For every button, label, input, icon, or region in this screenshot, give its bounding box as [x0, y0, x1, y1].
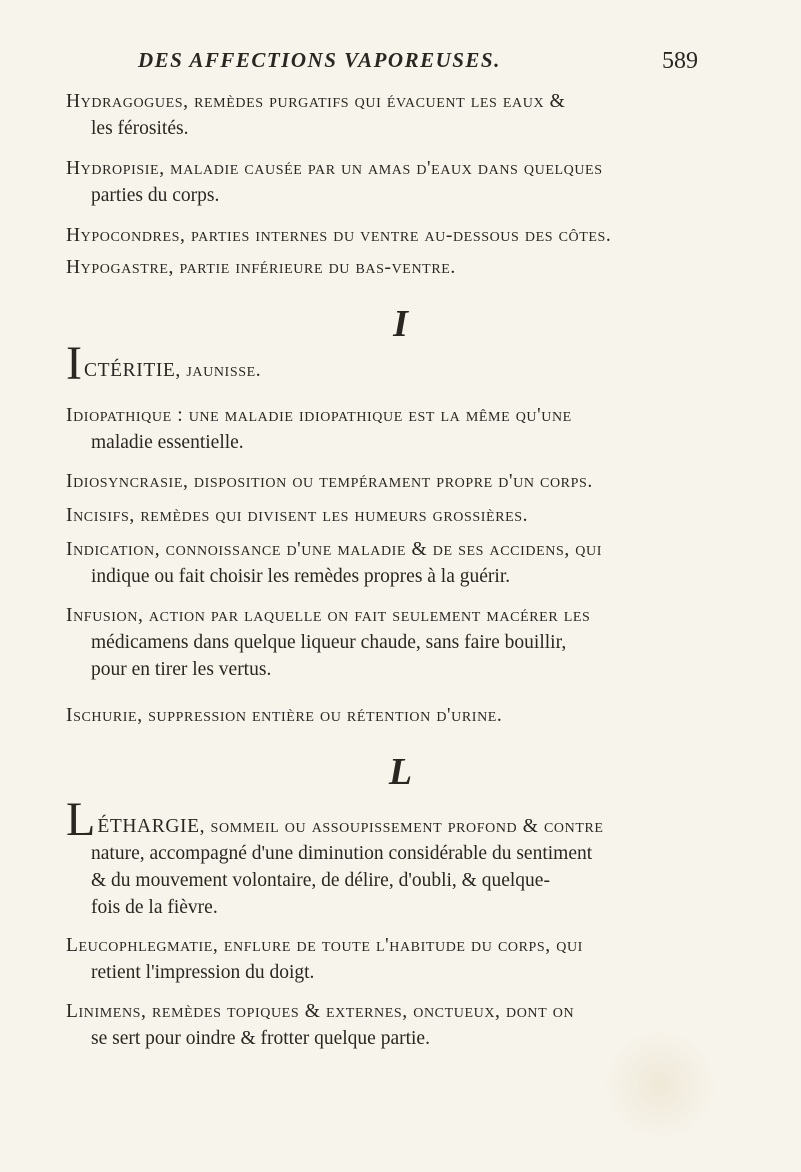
entry-hypogastre — [66, 254, 766, 281]
running-title: DES AFFECTIONS VAPOREUSES. — [138, 48, 501, 72]
entry-idiosyncrasie — [66, 468, 766, 495]
paper-stain — [600, 1030, 720, 1140]
entry-line: indique ou fait choisir les remèdes propres à la guérir. — [91, 566, 511, 587]
entry-line: parties du corps. — [91, 185, 220, 206]
entry-incisifs — [66, 502, 766, 529]
page-number: 589 — [662, 48, 698, 74]
entry-line: Leucophlegmatie, enflure de toute l'habitude du corps, qui — [66, 935, 583, 956]
dropcap: L — [66, 793, 96, 846]
entry-line: fois de la fièvre. — [91, 897, 218, 918]
entry-line: Hydropisie, maladie causée par un amas d'eaux dans quelques — [66, 158, 603, 179]
entry-line: Linimens, remèdes topiques & externes, onctueux, dont on — [66, 1001, 575, 1022]
entry-ischurie — [66, 702, 766, 729]
entry-line: se sert pour oindre & frotter quelque partie. — [91, 1028, 430, 1049]
entry-hydropisie — [66, 155, 766, 209]
entry-idiopathique — [66, 402, 766, 456]
entry-line: maladie essentielle. — [91, 432, 244, 453]
entry-hypocondres — [66, 222, 766, 249]
entry-leucophlegmatie — [66, 932, 766, 986]
entry-hydragogues — [66, 88, 766, 142]
dropcap: I — [66, 337, 82, 390]
entry-line: Infusion, action par laquelle on fait seulement macérer les — [66, 605, 591, 626]
entry-line: Hydragogues, remèdes purgatifs qui évacuent les eaux & — [66, 91, 566, 112]
section-letter-l: L — [388, 751, 413, 793]
entry-indication — [66, 536, 766, 590]
entry-line: pour en tirer les vertus. — [91, 659, 272, 680]
entry-line: Indication, connoissance d'une maladie & de ses accidens, qui — [66, 539, 602, 560]
entry-line: Ischurie, suppression entière ou rétention d'urine. — [66, 705, 503, 726]
entry-line: Hypocondres, parties internes du ventre au-dessous des côtes. — [66, 225, 612, 246]
entry-line: retient l'impression du doigt. — [91, 962, 315, 983]
entry-infusion — [66, 602, 766, 683]
entry-line: nature, accompagné d'une diminution considérable du sentiment — [91, 843, 593, 864]
entry-line: Idiopathique : une maladie idiopathique est la même qu'une — [66, 405, 572, 426]
entry-line: Incisifs, remèdes qui divisent les humeurs grossières. — [66, 505, 529, 526]
entry-line: les férosités. — [91, 118, 189, 139]
entry-line: Hypogastre, partie inférieure du bas-ventre. — [66, 257, 456, 278]
section-letter-i: I — [393, 303, 408, 345]
entry-lethargie — [66, 793, 766, 921]
entry-line: médicamens dans quelque liqueur chaude, sans faire bouillir, — [91, 632, 567, 653]
entry-icteritie — [66, 337, 766, 390]
entry-line: & du mouvement volontaire, de délire, d'oubli, & quelque- — [91, 870, 550, 891]
entry-line: CTÉRITIE, jaunisse. — [83, 360, 262, 381]
entry-line: ÉTHARGIE, sommeil ou assoupissement profond & contre — [97, 816, 604, 837]
entry-line: Idiosyncrasie, disposition ou tempérament propre d'un corps. — [66, 471, 593, 492]
